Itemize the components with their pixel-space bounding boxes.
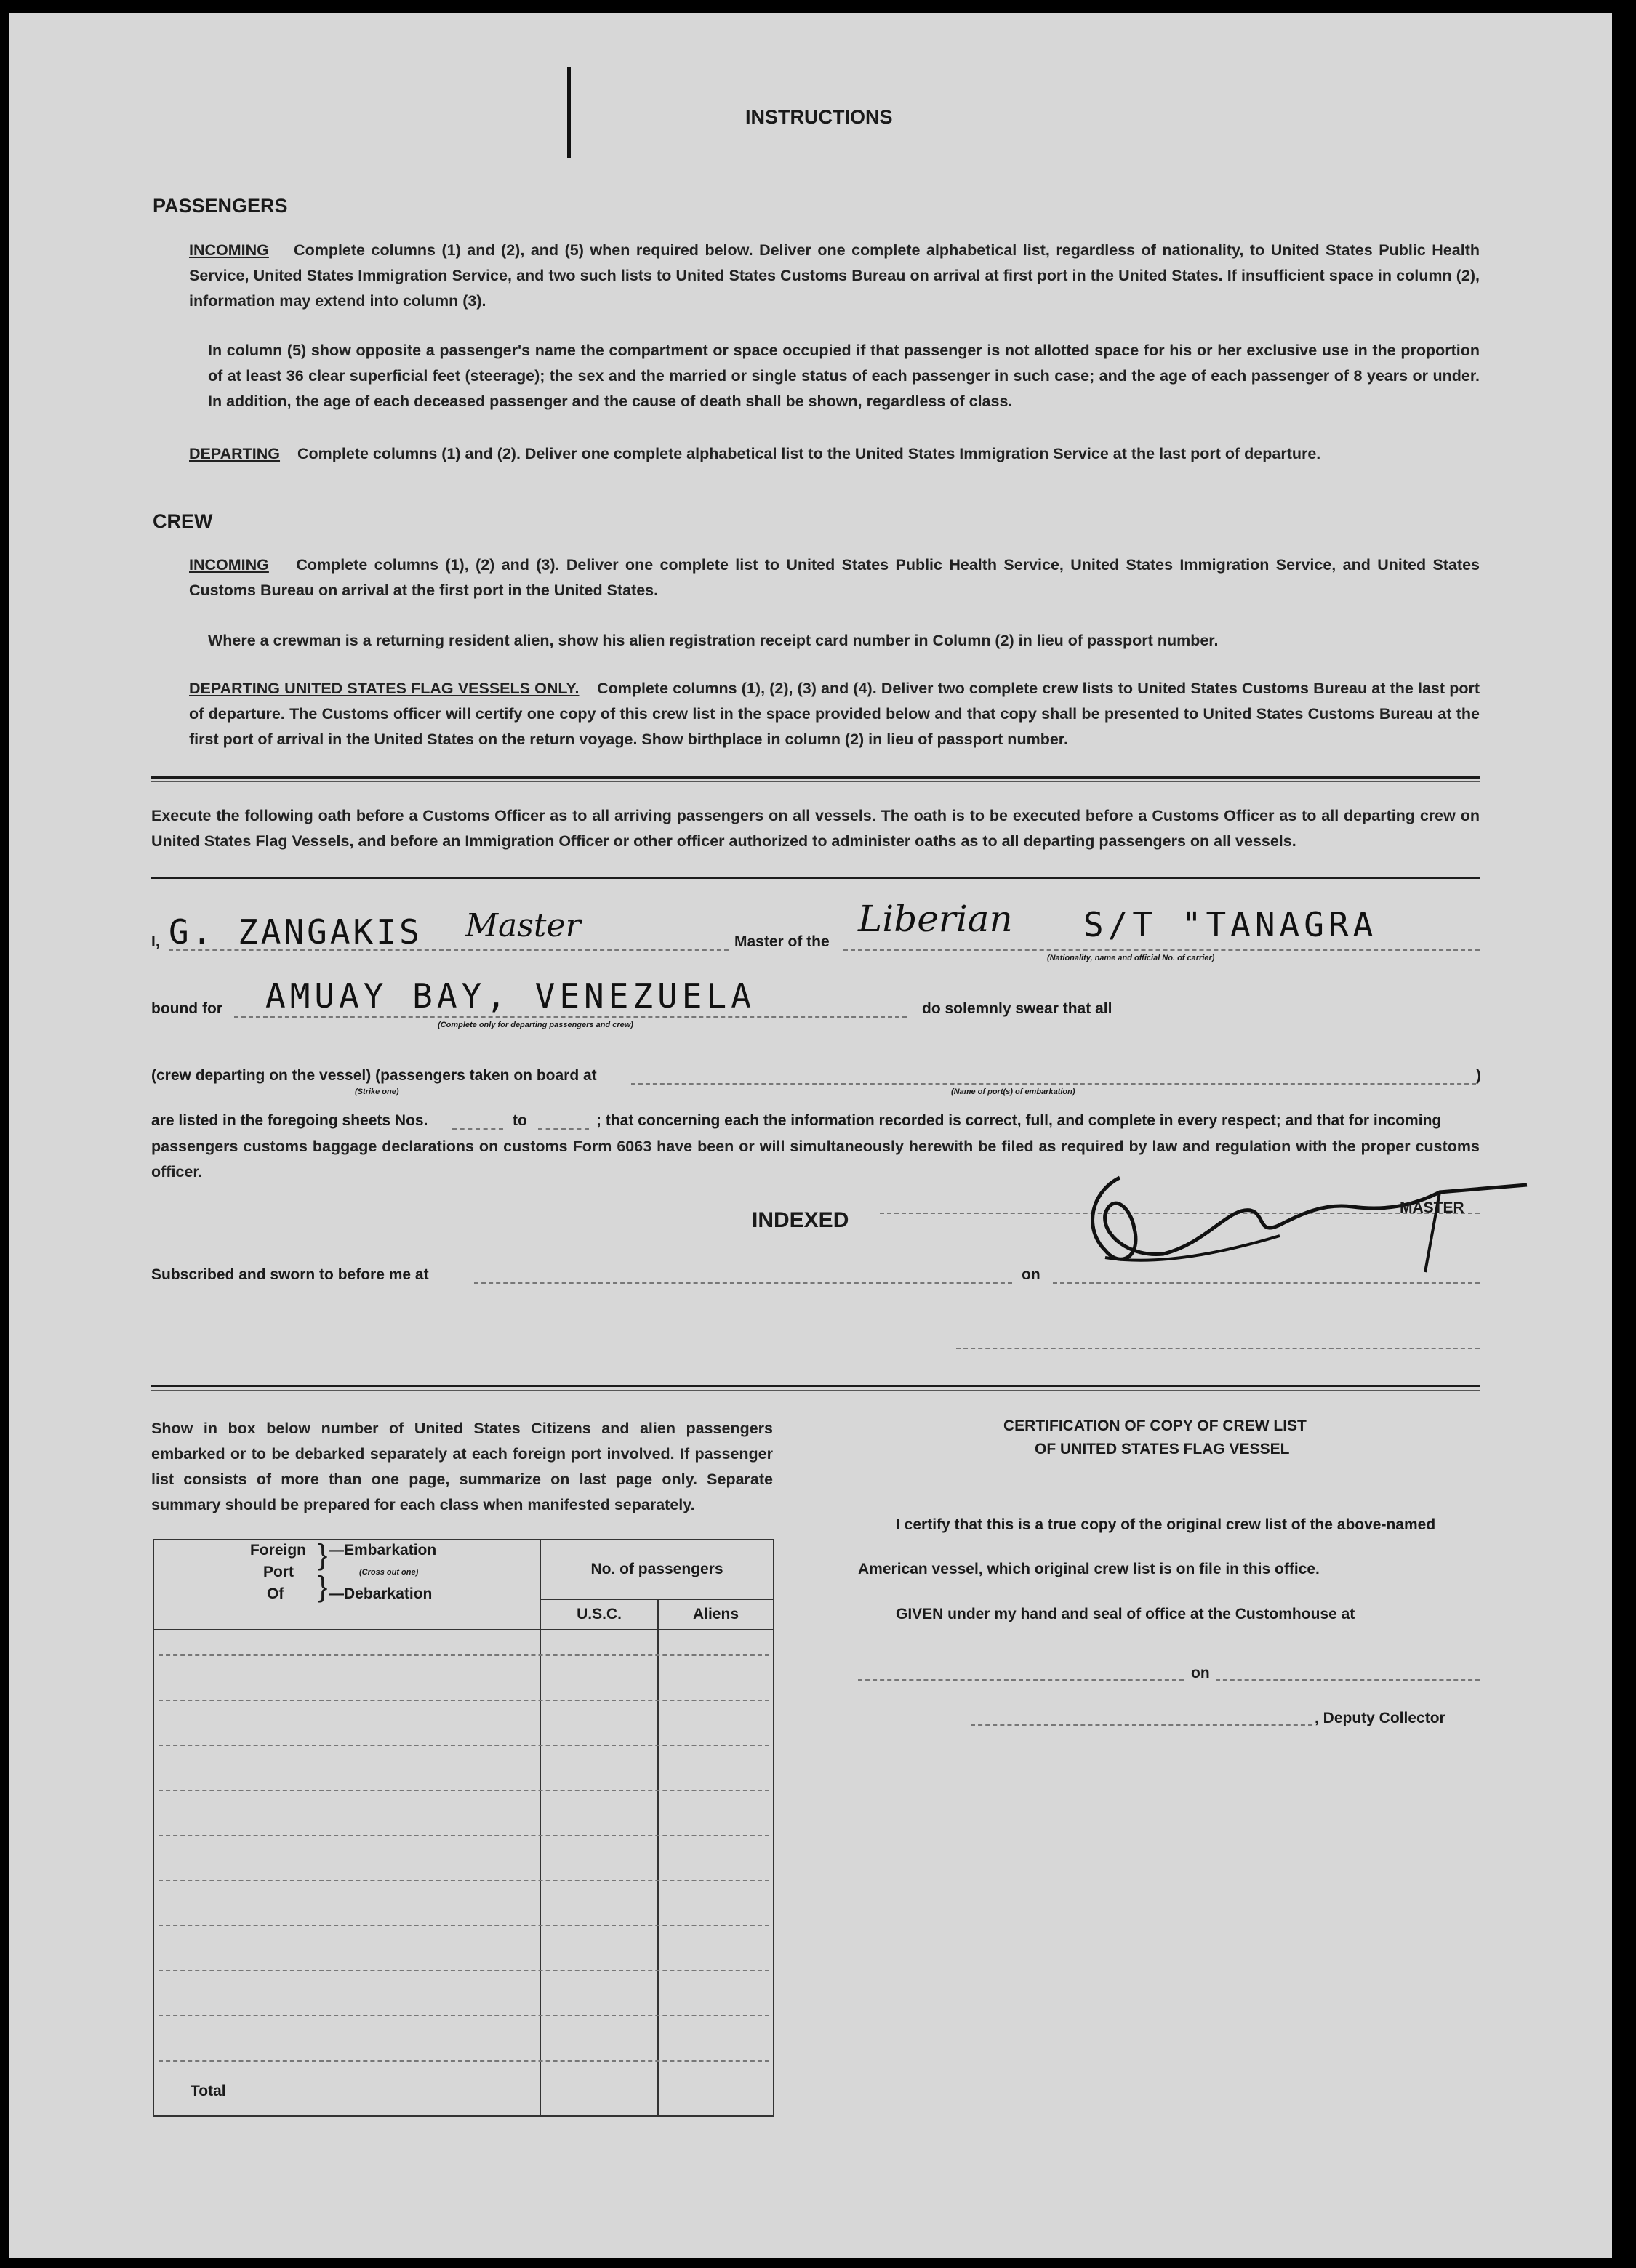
master-of-label: Master of the bbox=[734, 933, 830, 950]
col-embark: —Embarkation bbox=[329, 1542, 437, 1559]
aliens-total-cell bbox=[658, 2067, 774, 2116]
certification-heading-2: OF UNITED STATES FLAG VESSEL bbox=[1035, 1441, 1290, 1457]
col-foreign: Foreign bbox=[250, 1542, 306, 1559]
crew-departing-line-label: (crew departing on the vessel) (passengers taken on board at bbox=[151, 1067, 597, 1084]
passenger-summary-table bbox=[153, 1539, 774, 2117]
certification-date-line bbox=[1216, 1679, 1480, 1681]
subscribed-label: Subscribed and sworn to before me at bbox=[151, 1266, 429, 1283]
passengers-incoming-label: INCOMING bbox=[189, 241, 269, 259]
sheets-from-line bbox=[452, 1128, 503, 1130]
oath-divider bbox=[151, 877, 1480, 879]
bound-for-label: bound for bbox=[151, 1000, 222, 1017]
table-row bbox=[159, 1700, 769, 1701]
table-row bbox=[159, 1790, 769, 1791]
page-title: INSTRUCTIONS bbox=[745, 106, 893, 128]
passengers-incoming-text: Complete columns (1) and (2), and (5) when required below. Deliver one complete alphabetical list, regardless of nationality, to United States Public Health Service, United States Immigration Service, and two such lists to United States Customs Bureau on arrival at first port in the United States. If insufficient space in column (2), information may extend into column (3). bbox=[189, 241, 1480, 310]
table-row bbox=[159, 1925, 769, 1926]
master-signature bbox=[1062, 1149, 1541, 1287]
strike-caption: (Strike one) bbox=[355, 1087, 399, 1096]
table-row bbox=[159, 2060, 769, 2062]
vessel-line bbox=[843, 949, 1480, 951]
summary-divider-thin bbox=[151, 1390, 1480, 1391]
handwritten-nationality: Liberian bbox=[858, 898, 1013, 940]
col-of: Of bbox=[267, 1585, 284, 1602]
port-caption: (Name of port(s) of embarkation) bbox=[951, 1087, 1075, 1096]
usc-header: U.S.C. bbox=[540, 1599, 658, 1630]
passengers-heading: PASSENGERS bbox=[153, 195, 288, 217]
certification-heading-1: CERTIFICATION OF COPY OF CREW LIST bbox=[1003, 1418, 1307, 1434]
summary-instructions: Show in box below number of United States Citizens and alien passengers embarked or to be debarked separately at each foreign port involved. If passenger list consists of more than one page, summarize on last page only. Separate summary should be prepared for each class when manifested separately. bbox=[151, 1420, 773, 1513]
handwritten-name: G. ZANGAKIS bbox=[169, 912, 422, 952]
crew-departing-label: DEPARTING UNITED STATES FLAG VESSELS ONLY. bbox=[189, 680, 580, 697]
crew-departing-text: Complete columns (1), (2), (3) and (4). Deliver two complete crew lists to United States Customs Bureau at the last port of departure. The Customs officer will certify one copy of this crew list in the space provided below and that copy shall be presented to United States Customs Bureau at the first port of arrival in the United States on the return voyage. Show birthplace in column (2) in lieu of passport number. bbox=[189, 680, 1480, 748]
handwritten-destination: AMUAY BAY, VENEZUELA bbox=[265, 976, 755, 1016]
aliens-header: Aliens bbox=[658, 1599, 774, 1630]
vessel-caption: (Nationality, name and official No. of carrier) bbox=[1047, 954, 1215, 962]
passengers-header: No. of passengers bbox=[540, 1540, 774, 1599]
crew-incoming-label: INCOMING bbox=[189, 556, 269, 574]
certification-on-label: on bbox=[1191, 1665, 1210, 1681]
subscribed-place-line bbox=[474, 1282, 1012, 1284]
certification-text-3: GIVEN under my hand and seal of office at the Customhouse at bbox=[896, 1606, 1355, 1622]
listed-text-a: are listed in the foregoing sheets Nos. bbox=[151, 1112, 428, 1129]
bound-line bbox=[234, 1016, 907, 1018]
passengers-departing-paragraph bbox=[189, 441, 1480, 467]
officer-signature-line bbox=[956, 1348, 1480, 1349]
col-debark: —Debarkation bbox=[329, 1585, 433, 1602]
passengers-column5-paragraph: In column (5) show opposite a passenger's name the compartment or space occupied if that passenger is not allotted space for his or her exclusive use in the proportion of at least 36 clear superficial feet (steerage); the sex and the married or single status of each passenger in such case; and the age of each passenger of 8 years or under. In addition, the age of each deceased passenger and the cause of death shall be shown, regardless of class. bbox=[208, 342, 1480, 410]
crew-resident-paragraph: Where a crewman is a returning resident alien, show his alien registration receipt card number in Column (2) in lieu of passport number. bbox=[208, 632, 1219, 649]
handwritten-title: Master bbox=[465, 907, 581, 944]
customhouse-line bbox=[858, 1679, 1184, 1681]
passengers-departing-label: DEPARTING bbox=[189, 445, 281, 462]
crew-incoming-paragraph bbox=[189, 552, 1480, 603]
table-row bbox=[159, 1654, 769, 1656]
crew-incoming-text: Complete columns (1), (2) and (3). Deliver one complete list to United States Public Health Service, United States Immigration Service, and United States Customs Bureau on arrival at the first port in the United States. bbox=[189, 556, 1480, 599]
crew-heading: CREW bbox=[153, 510, 213, 532]
handwritten-vessel: S/T "TANAGRA bbox=[1083, 905, 1378, 944]
total-label: Total bbox=[153, 2067, 540, 2116]
col-cross: (Cross out one) bbox=[359, 1568, 419, 1577]
table-row bbox=[159, 1880, 769, 1881]
section-divider bbox=[151, 776, 1480, 779]
bound-caption: (Complete only for departing passengers and crew) bbox=[438, 1021, 633, 1029]
brace-top: } bbox=[318, 1539, 328, 1571]
master-label: MASTER bbox=[1400, 1199, 1464, 1216]
subscribed-date-line bbox=[1053, 1282, 1480, 1284]
brace-bottom: } bbox=[318, 1571, 328, 1603]
subscribed-on-label: on bbox=[1022, 1266, 1040, 1283]
usc-cell bbox=[540, 1630, 658, 2067]
sheets-to-line bbox=[538, 1128, 589, 1130]
port-cell bbox=[153, 1630, 540, 2067]
listed-to-label: to bbox=[513, 1112, 527, 1129]
margin-mark bbox=[567, 67, 571, 158]
aliens-cell bbox=[658, 1630, 774, 2067]
table-row bbox=[159, 1970, 769, 1971]
summary-divider bbox=[151, 1385, 1480, 1387]
swear-label: do solemnly swear that all bbox=[922, 1000, 1112, 1017]
port-line bbox=[631, 1083, 1476, 1085]
passengers-incoming-paragraph bbox=[189, 238, 1480, 314]
oath-i-label: I, bbox=[151, 933, 160, 950]
certification-text-2: American vessel, which original crew list is on file in this office. bbox=[858, 1561, 1320, 1577]
oath-intro: Execute the following oath before a Customs Officer as to all arriving passengers on all vessels. The oath is to be executed before a Customs Officer as to all departing crew on United States Flag Vessels, and before an Immigration Officer or other officer authorized to administer oaths as to all departing passengers on all vessels. bbox=[151, 807, 1480, 850]
indexed-stamp: INDEXED bbox=[752, 1208, 849, 1232]
listed-text-c: passengers customs baggage declarations on customs Form 6063 have been or will simultaneously herewith be filed as required by law and regulation with the proper customs officer. bbox=[151, 1138, 1480, 1181]
port-header-cell bbox=[153, 1540, 540, 1630]
table-row bbox=[159, 1745, 769, 1746]
close-paren: ) bbox=[1476, 1067, 1481, 1084]
listed-text-b: ; that concerning each the information recorded is correct, full, and complete in every respect; and that for incoming bbox=[596, 1112, 1442, 1129]
certification-text-1: I certify that this is a true copy of the original crew list of the above-named bbox=[896, 1516, 1436, 1533]
table-row bbox=[159, 1835, 769, 1836]
deputy-signature-line bbox=[971, 1724, 1312, 1726]
crew-departing-paragraph bbox=[189, 676, 1480, 752]
col-port: Port bbox=[263, 1564, 294, 1580]
passengers-departing-text: Complete columns (1) and (2). Deliver one complete alphabetical list to the United States Immigration Service at the last port of departure. bbox=[297, 445, 1321, 462]
usc-total-cell bbox=[540, 2067, 658, 2116]
table-row bbox=[159, 2015, 769, 2016]
deputy-collector-label: , Deputy Collector bbox=[1315, 1710, 1445, 1726]
section-divider-thin bbox=[151, 781, 1480, 782]
